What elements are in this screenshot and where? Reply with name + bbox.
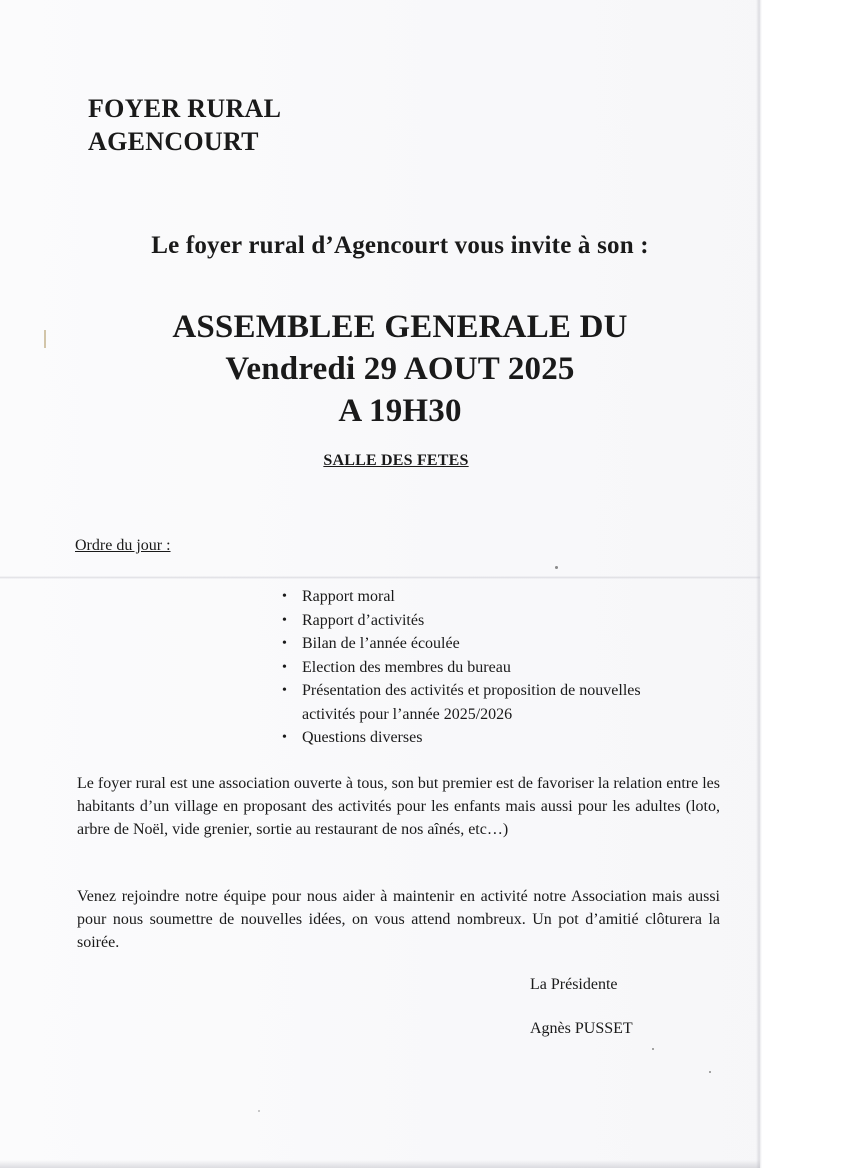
agenda-item [282,632,662,656]
scan-speck [555,566,558,569]
agenda-item-text: Election des membres du bureau [302,658,511,676]
invitation-intro: Le foyer rural d’Agencourt vous invite à son : [151,232,649,259]
organization-line-1: FOYER RURAL [88,94,282,123]
agenda-item-text: Bilan de l’année écoulée [302,635,460,652]
organization-line-2: AGENCOURT [88,127,259,156]
signature-role: La Présidente [530,976,618,993]
bullet-icon: • [282,589,287,604]
association-description: Le foyer rural est une association ouverte à tous, son but premier est de favoriser la relation entre les habitants d’un village en proposant des activités pour les enfants mais aussi pour les adultes (loto, arbre de Noël, vide grenier, sortie au restaurant de nos aînés, etc…) [77,775,720,838]
bullet-icon: • [282,612,287,628]
bullet-icon: • [282,636,287,651]
venue: SALLE DES FETES [323,452,469,469]
agenda-item [282,656,662,680]
assembly-date: Vendredi 29 AOUT 2025 [225,351,575,387]
invitation-closing: Venez rejoindre notre équipe pour nous aider à maintenir en activité notre Association mais aussi pour nous soumettre de nouvelles idées, on vous attend nombreux. Un pot d’amitié clôturera la soirée. [77,888,720,951]
assembly-title-line-1: ASSEMBLEE GENERALE DU [172,309,628,345]
agenda-item-text: Questions diverses [302,729,423,746]
organization-name [88,92,281,158]
scan-speck [652,1048,654,1050]
scan-background-margin [760,0,848,1168]
agenda-item-text: Rapport moral [302,588,395,605]
agenda-item [282,609,662,633]
bullet-icon: • [282,659,287,675]
agenda-item [282,726,662,750]
agenda-item-text: Présentation des activités et proposition de nouvelles activités pour l’année 2025/2026 [302,682,641,723]
signature-name: Agnès PUSSET [530,1020,633,1037]
agenda-list [282,585,662,750]
agenda-item [282,585,662,609]
bullet-icon: • [282,683,287,698]
agenda-item-text: Rapport d’activités [302,611,425,629]
bullet-icon: • [282,730,287,745]
agenda-item [282,679,662,726]
scan-speck [258,1110,260,1112]
paper-fold-line [0,576,760,579]
agenda-title: Ordre du jour : [75,537,171,554]
paper-right-edge [756,0,762,1168]
scan-speck [709,1071,711,1073]
paper-bottom-edge [0,1160,760,1168]
assembly-time: A 19H30 [338,393,462,429]
assembly-title [0,306,800,432]
